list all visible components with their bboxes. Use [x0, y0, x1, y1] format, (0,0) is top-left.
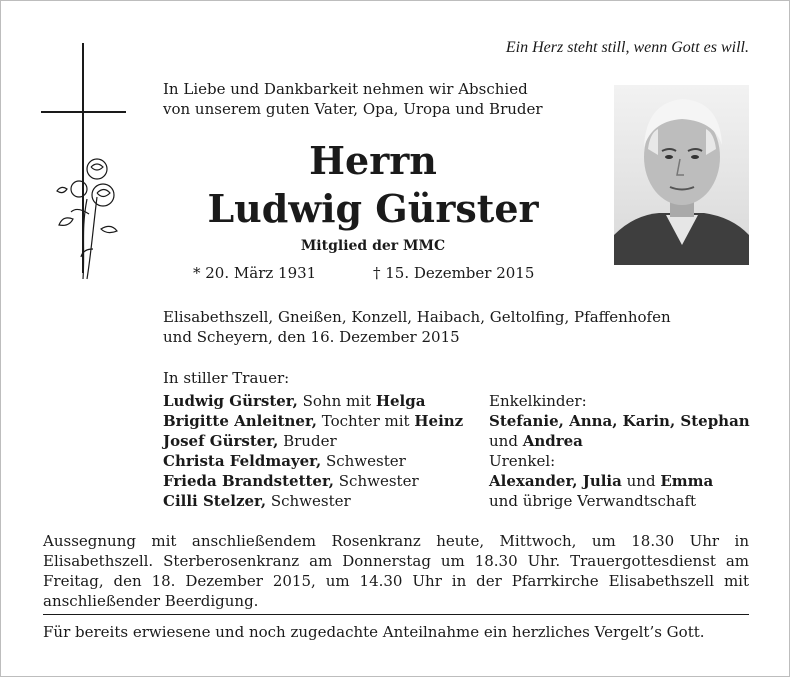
mourner-relation: Schwester: [266, 492, 351, 510]
mourner-relation: Bruder: [278, 432, 337, 450]
mourner-item: [163, 431, 463, 451]
place-line-1: Elisabethszell, Gneißen, Konzell, Haibach, Geltolfing, Pfaffenhofen: [163, 308, 671, 326]
roses-icon: [53, 149, 125, 281]
mourner-item: [163, 471, 463, 491]
mourner-name: Brigitte Anleitner,: [163, 412, 317, 430]
mourner-partner: Heinz: [414, 412, 464, 430]
mourner-item: [163, 411, 463, 431]
mourner-relation: Tochter mit: [316, 412, 415, 430]
great-grandchildren-line: [489, 471, 750, 491]
intro-line-2: von unserem guten Vater, Opa, Uropa und Bruder: [163, 100, 543, 118]
other-relatives: und übrige Verwandtschaft: [489, 492, 697, 510]
grandchildren-last-line: [489, 431, 750, 451]
mourner-relation: Schwester: [334, 472, 419, 490]
honorific: Herrn: [309, 138, 437, 183]
service-info: Aussegnung mit anschließendem Rosenkranz heute, Mittwoch, um 18.30 Uhr in Elisabethszell. Sterberosenkranz am Donnerstag um 18.30 Uhr. Trauergottesdienst am Freitag, den 18. Dezember 2015, um 14.30 Uhr in der Pfarrkirche Elisabethszell mit anschließender Beerdigung.: [43, 532, 749, 610]
portrait-photo: [614, 85, 749, 265]
grandchildren-block: [489, 391, 750, 511]
mourners-list: [163, 391, 463, 511]
place-and-date: [163, 307, 671, 347]
intro-text: [163, 79, 543, 119]
birth-date: * 20. März 1931: [193, 264, 317, 282]
mourner-name: Frieda Brandstetter,: [163, 472, 335, 490]
great-grandchildren-last: Emma: [660, 472, 714, 490]
grandchildren-label: Enkelkinder:: [489, 392, 587, 410]
grandchildren-last: Andrea: [522, 432, 583, 450]
mourner-name: Cilli Stelzer,: [163, 492, 267, 510]
place-line-2: und Scheyern, den 16. Dezember 2015: [163, 328, 460, 346]
mourner-name: Josef Gürster,: [163, 432, 279, 450]
mourner-relation: Schwester: [321, 452, 406, 470]
great-grandchildren-names: Alexander, Julia: [489, 472, 622, 490]
thanks-text: Für bereits erwiesene und noch zugedachte Anteilnahme ein herzliches Vergelt’s Gott.: [43, 623, 705, 641]
grandchildren-names: Stefanie, Anna, Karin, Stephan: [489, 412, 750, 430]
great-grandchildren-and: und: [621, 472, 661, 490]
cross-bar: [41, 111, 126, 113]
mourner-item: [163, 451, 463, 471]
mourner-relation: Sohn mit: [297, 392, 376, 410]
grandchildren-and: und: [489, 432, 523, 450]
mourner-item: [163, 491, 463, 511]
mourning-title: In stiller Trauer:: [163, 369, 290, 387]
intro-line-1: In Liebe und Dankbarkeit nehmen wir Abschied: [163, 80, 528, 98]
membership: Mitglied der MMC: [300, 238, 446, 254]
mourner-name: Ludwig Gürster,: [163, 392, 298, 410]
deceased-name: Ludwig Gürster: [207, 186, 539, 231]
death-date: † 15. Dezember 2015: [373, 264, 535, 282]
mourner-partner: Helga: [375, 392, 426, 410]
mourner-name: Christa Feldmayer,: [163, 452, 322, 470]
great-grandchildren-label: Urenkel:: [489, 452, 556, 470]
motto: Ein Herz steht still, wenn Gott es will.: [505, 39, 749, 56]
mourner-item: [163, 391, 463, 411]
divider: [43, 614, 749, 615]
